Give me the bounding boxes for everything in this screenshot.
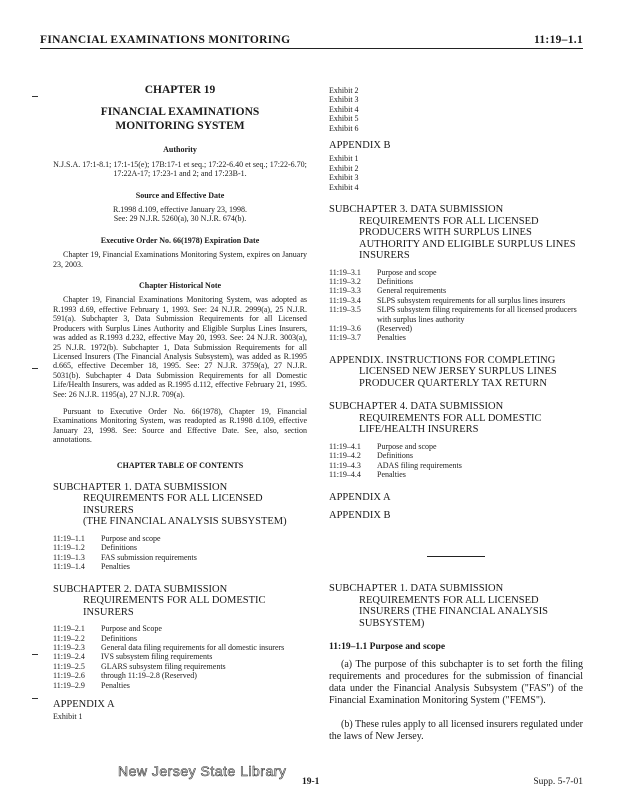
toc-entry-number: 11:19–4.2 <box>329 451 361 461</box>
header-section: 11:19–1.1 <box>533 34 583 46</box>
toc-entry-number: 11:19–4.4 <box>329 470 361 480</box>
toc-entry-title: General data filing requirements for all domestic insurers <box>101 642 285 652</box>
heading-line: INSURERS <box>83 606 134 618</box>
toc-entry-number: 11:19–1.3 <box>53 552 85 562</box>
toc-entry <box>329 442 583 451</box>
exhibit-item: Exhibit 3 <box>329 95 359 105</box>
heading-line: REQUIREMENTS FOR ALL DOMESTIC <box>83 595 266 607</box>
toc-entry-number: 11:19–3.6 <box>329 324 361 333</box>
toc-entry-number: 11:19–1.4 <box>53 562 85 572</box>
paragraph-a: (a) The purpose of this subchapter is to set forth the filing requirements and procedures for the submission of financial data under the Financial Analysis Subsystem ("FAS") of the Financial Examination Monitoring System ("FEMS"). <box>329 658 583 706</box>
exhibit-item: Exhibit 6 <box>329 123 359 133</box>
chapter-name-line: MONITORING SYSTEM <box>115 120 245 133</box>
toc-list <box>53 534 307 572</box>
appendix-instructions-heading <box>329 355 583 390</box>
toc-list <box>329 442 583 480</box>
toc-entry-number: 11:19–2.9 <box>53 680 85 690</box>
toc-entry <box>53 553 307 562</box>
toc-entry <box>329 286 583 295</box>
toc-entry-title: (Reserved) <box>377 324 413 333</box>
toc-entry-number: 11:19–2.2 <box>53 633 85 643</box>
appendix-a: APPENDIX A <box>329 492 391 504</box>
toc-entry-number: 11:19–2.1 <box>53 624 85 634</box>
heading-line: PRODUCER QUARTERLY TAX RETURN <box>359 377 547 389</box>
toc-entry <box>53 634 307 643</box>
margin-mark <box>32 654 38 655</box>
heading-line: SUBCHAPTER 4. DATA SUBMISSION <box>329 401 504 413</box>
toc-entry-title: Penalties <box>101 562 130 572</box>
toc-entry <box>329 305 583 324</box>
toc-entry <box>329 277 583 286</box>
toc-entry-title: Definitions <box>101 633 137 643</box>
library-stamp: New Jersey State Library <box>118 763 287 779</box>
toc-entry-number: 11:19–1.1 <box>53 533 85 543</box>
toc-entry <box>53 562 307 571</box>
heading-line: SUBCHAPTER 1. DATA SUBMISSION <box>53 481 228 493</box>
toc-entry-title: Purpose and Scope <box>101 624 162 634</box>
heading-line: INSURERS <box>359 250 410 262</box>
appendix-b: APPENDIX B <box>329 509 391 521</box>
toc-entry-number: 11:19–2.5 <box>53 661 85 671</box>
heading-line: REQUIREMENTS FOR ALL LICENSED INSURERS <box>83 493 263 516</box>
margin-mark <box>32 698 38 699</box>
toc-entry <box>53 681 307 690</box>
subchapter-1-heading <box>53 482 307 528</box>
page-number: 19-1 <box>302 777 320 787</box>
toc-entry-number: 11:19–1.2 <box>53 543 85 553</box>
toc-entry-title: Purpose and scope <box>377 267 437 277</box>
toc-entry-title: IVS subsystem filing requirements <box>101 652 213 662</box>
appendix-a: APPENDIX A <box>53 698 115 710</box>
heading-line: REQUIREMENTS FOR ALL DOMESTIC <box>359 412 542 424</box>
toc-entry-title: through 11:19–2.8 (Reserved) <box>101 671 197 681</box>
heading-line: APPENDIX. INSTRUCTIONS FOR COMPLETING <box>329 354 556 366</box>
toc-entry-title: Definitions <box>377 451 413 461</box>
toc-entry <box>329 470 583 479</box>
toc-entry-title: General requirements <box>377 286 447 296</box>
appendix-b: APPENDIX B <box>329 140 391 152</box>
toc-entry-title: ADAS filing requirements <box>377 460 462 470</box>
toc-entry <box>329 268 583 277</box>
toc-entry <box>53 534 307 543</box>
toc-entry-title: Definitions <box>101 543 137 553</box>
toc-entry <box>329 451 583 460</box>
toc-entry <box>53 662 307 671</box>
exhibit-item: Exhibit 1 <box>53 712 83 722</box>
toc-entry-title: Purpose and scope <box>377 441 437 451</box>
toc-entry-number: 11:19–3.4 <box>329 295 361 305</box>
exec-order-heading: Executive Order No. 66(1978) Expiration Date <box>100 235 260 245</box>
toc-entry <box>53 652 307 661</box>
history-text: Chapter 19, Financial Examinations Monitoring System, was adopted as R.1993 d.69, effective February 1, 1993. See: 24 N.J.R. 2999(a), 25 N.J.R. 591(a). Subchapter 3, Data Submission Requirements for all Licensed Producers with Surplus Lines Authority and Eligible Surplus Lines Insurers, was added as R.1993 d.232, effective May 20, 1993. See: 24 N.J.R. 3003(a), 25 N.J.R. 1972(b). Subchapter 1, Data Submission Requirements for all Licensed Insurers (The Financial Analysis Subsystem), was added as R.1995 d.665, effective December 18, 1995. See: 27 N.J.R. 3759(a), 27 N.J.R. 5031(b). Subchapter 4 Data Submission Requirements for all Domestic Life/Health Insurers, was added as R.1995 d.112, effective February 21, 1995. See: 26 N.J.R. 1195(a), 27 N.J.R. 709(a). <box>53 295 307 399</box>
subchapter-3-heading <box>329 204 583 262</box>
heading-line: SUBCHAPTER 1. DATA SUBMISSION <box>329 583 504 595</box>
toc-entry-number: 11:19–3.2 <box>329 276 361 286</box>
toc-entry <box>329 296 583 305</box>
toc-entry-number: 11:19–4.3 <box>329 460 361 470</box>
toc-entry-title: Penalties <box>101 680 130 690</box>
toc-list <box>53 624 307 690</box>
toc-entry-title: Penalties <box>377 470 406 480</box>
toc-list <box>329 268 583 343</box>
heading-line: SUBCHAPTER 2. DATA SUBMISSION <box>53 583 228 595</box>
authority-heading: Authority <box>163 145 197 155</box>
toc-entry-number: 11:19–4.1 <box>329 441 361 451</box>
divider <box>427 556 485 557</box>
body-subchapter-heading <box>329 583 583 629</box>
toc-entry-number: 11:19–3.5 <box>329 305 361 315</box>
subchapter-2-heading <box>53 584 307 619</box>
toc-entry <box>53 643 307 652</box>
exhibit-item: Exhibit 1 <box>329 154 359 164</box>
toc-entry-title: GLARS subsystem filing requirements <box>101 661 226 671</box>
exhibit-item: Exhibit 2 <box>329 86 359 95</box>
heading-line: INSURERS (THE FINANCIAL ANALYSIS <box>359 606 549 618</box>
toc-entry-number: 11:19–3.7 <box>329 333 361 343</box>
heading-line: AUTHORITY AND ELIGIBLE SURPLUS LINES <box>359 238 576 250</box>
exec-order-text: Chapter 19, Financial Examinations Monitoring System, expires on January 23, 2003. <box>53 250 307 269</box>
toc-entry-title: SLPS subsystem requirements for all surplus lines insurers <box>377 295 566 305</box>
toc-entry <box>53 624 307 633</box>
source-text: R.1998 d.109, effective January 23, 1998. <box>112 205 248 215</box>
toc-entry-number: 11:19–2.3 <box>53 642 85 652</box>
toc-entry <box>329 461 583 470</box>
heading-line: SUBCHAPTER 3. DATA SUBMISSION <box>329 204 504 216</box>
heading-line: (THE FINANCIAL ANALYSIS SUBSYSTEM) <box>83 516 287 528</box>
chapter-name-line: FINANCIAL EXAMINATIONS <box>100 106 260 119</box>
toc-entry-title: SLPS subsystem filing requirements for all licensed producers with surplus lines authority <box>377 305 577 324</box>
margin-mark <box>32 368 38 369</box>
exhibit-item: Exhibit 5 <box>329 114 359 124</box>
exhibit-item: Exhibit 4 <box>329 104 359 114</box>
source-heading: Source and Effective Date <box>135 190 225 200</box>
supplement-date: Supp. 5-7-01 <box>533 777 583 787</box>
toc-entry-number: 11:19–3.3 <box>329 286 361 296</box>
toc-entry-title: Purpose and scope <box>101 533 161 543</box>
toc-entry-title: Definitions <box>377 276 413 286</box>
toc-entry-title: Penalties <box>377 333 406 343</box>
exhibit-item: Exhibit 2 <box>329 163 359 173</box>
heading-line: LIFE/HEALTH INSURERS <box>359 424 479 436</box>
margin-mark <box>32 96 38 97</box>
toc-entry <box>53 543 307 552</box>
history-heading: Chapter Historical Note <box>138 281 222 291</box>
chapter-label: CHAPTER 19 <box>144 84 216 96</box>
history-text: Pursuant to Executive Order No. 66(1978), Chapter 19, Financial Examinations Monitoring System, was readopted as R.1998 d.109, effective January 23, 1998. See: Source and Effective Date. See, also, section annotations. <box>53 406 307 445</box>
left-column <box>53 86 307 722</box>
section-heading: 11:19–1.1 Purpose and scope <box>329 642 446 653</box>
exhibit-list <box>329 154 583 192</box>
toc-heading: CHAPTER TABLE OF CONTENTS <box>116 460 244 470</box>
source-text: See: 29 N.J.R. 5260(a), 30 N.J.R. 674(b). <box>113 214 247 224</box>
exhibit-list <box>329 86 583 133</box>
exhibit-item: Exhibit 4 <box>329 182 359 192</box>
running-header <box>40 34 583 49</box>
heading-line: REQUIREMENTS FOR ALL LICENSED <box>359 594 539 606</box>
heading-line: LICENSED NEW JERSEY SURPLUS LINES <box>359 366 557 378</box>
toc-entry <box>53 671 307 680</box>
heading-line: PRODUCERS WITH SURPLUS LINES <box>359 227 532 239</box>
toc-entry-title: FAS submission requirements <box>101 552 197 562</box>
toc-entry-number: 11:19–2.4 <box>53 652 85 662</box>
toc-entry <box>329 333 583 342</box>
toc-entry-number: 11:19–3.1 <box>329 267 361 277</box>
toc-entry <box>329 324 583 333</box>
paragraph-b: (b) These rules apply to all licensed insurers regulated under the laws of New Jersey. <box>329 718 583 742</box>
header-title: FINANCIAL EXAMINATIONS MONITORING <box>40 34 291 46</box>
heading-line: REQUIREMENTS FOR ALL LICENSED <box>359 215 539 227</box>
toc-entry-number: 11:19–2.6 <box>53 671 85 681</box>
right-column <box>329 86 583 753</box>
subchapter-4-heading <box>329 401 583 436</box>
exhibit-item: Exhibit 3 <box>329 173 359 183</box>
authority-text: N.J.S.A. 17:1-8.1; 17:1-15(e); 17B:17-1 et seq.; 17:22-6.40 et seq.; 17:22-6.70; 17:22A-17; 17:23-1 and 2; and 17:23B-1. <box>53 159 307 179</box>
heading-line: SUBSYSTEM) <box>359 617 425 629</box>
